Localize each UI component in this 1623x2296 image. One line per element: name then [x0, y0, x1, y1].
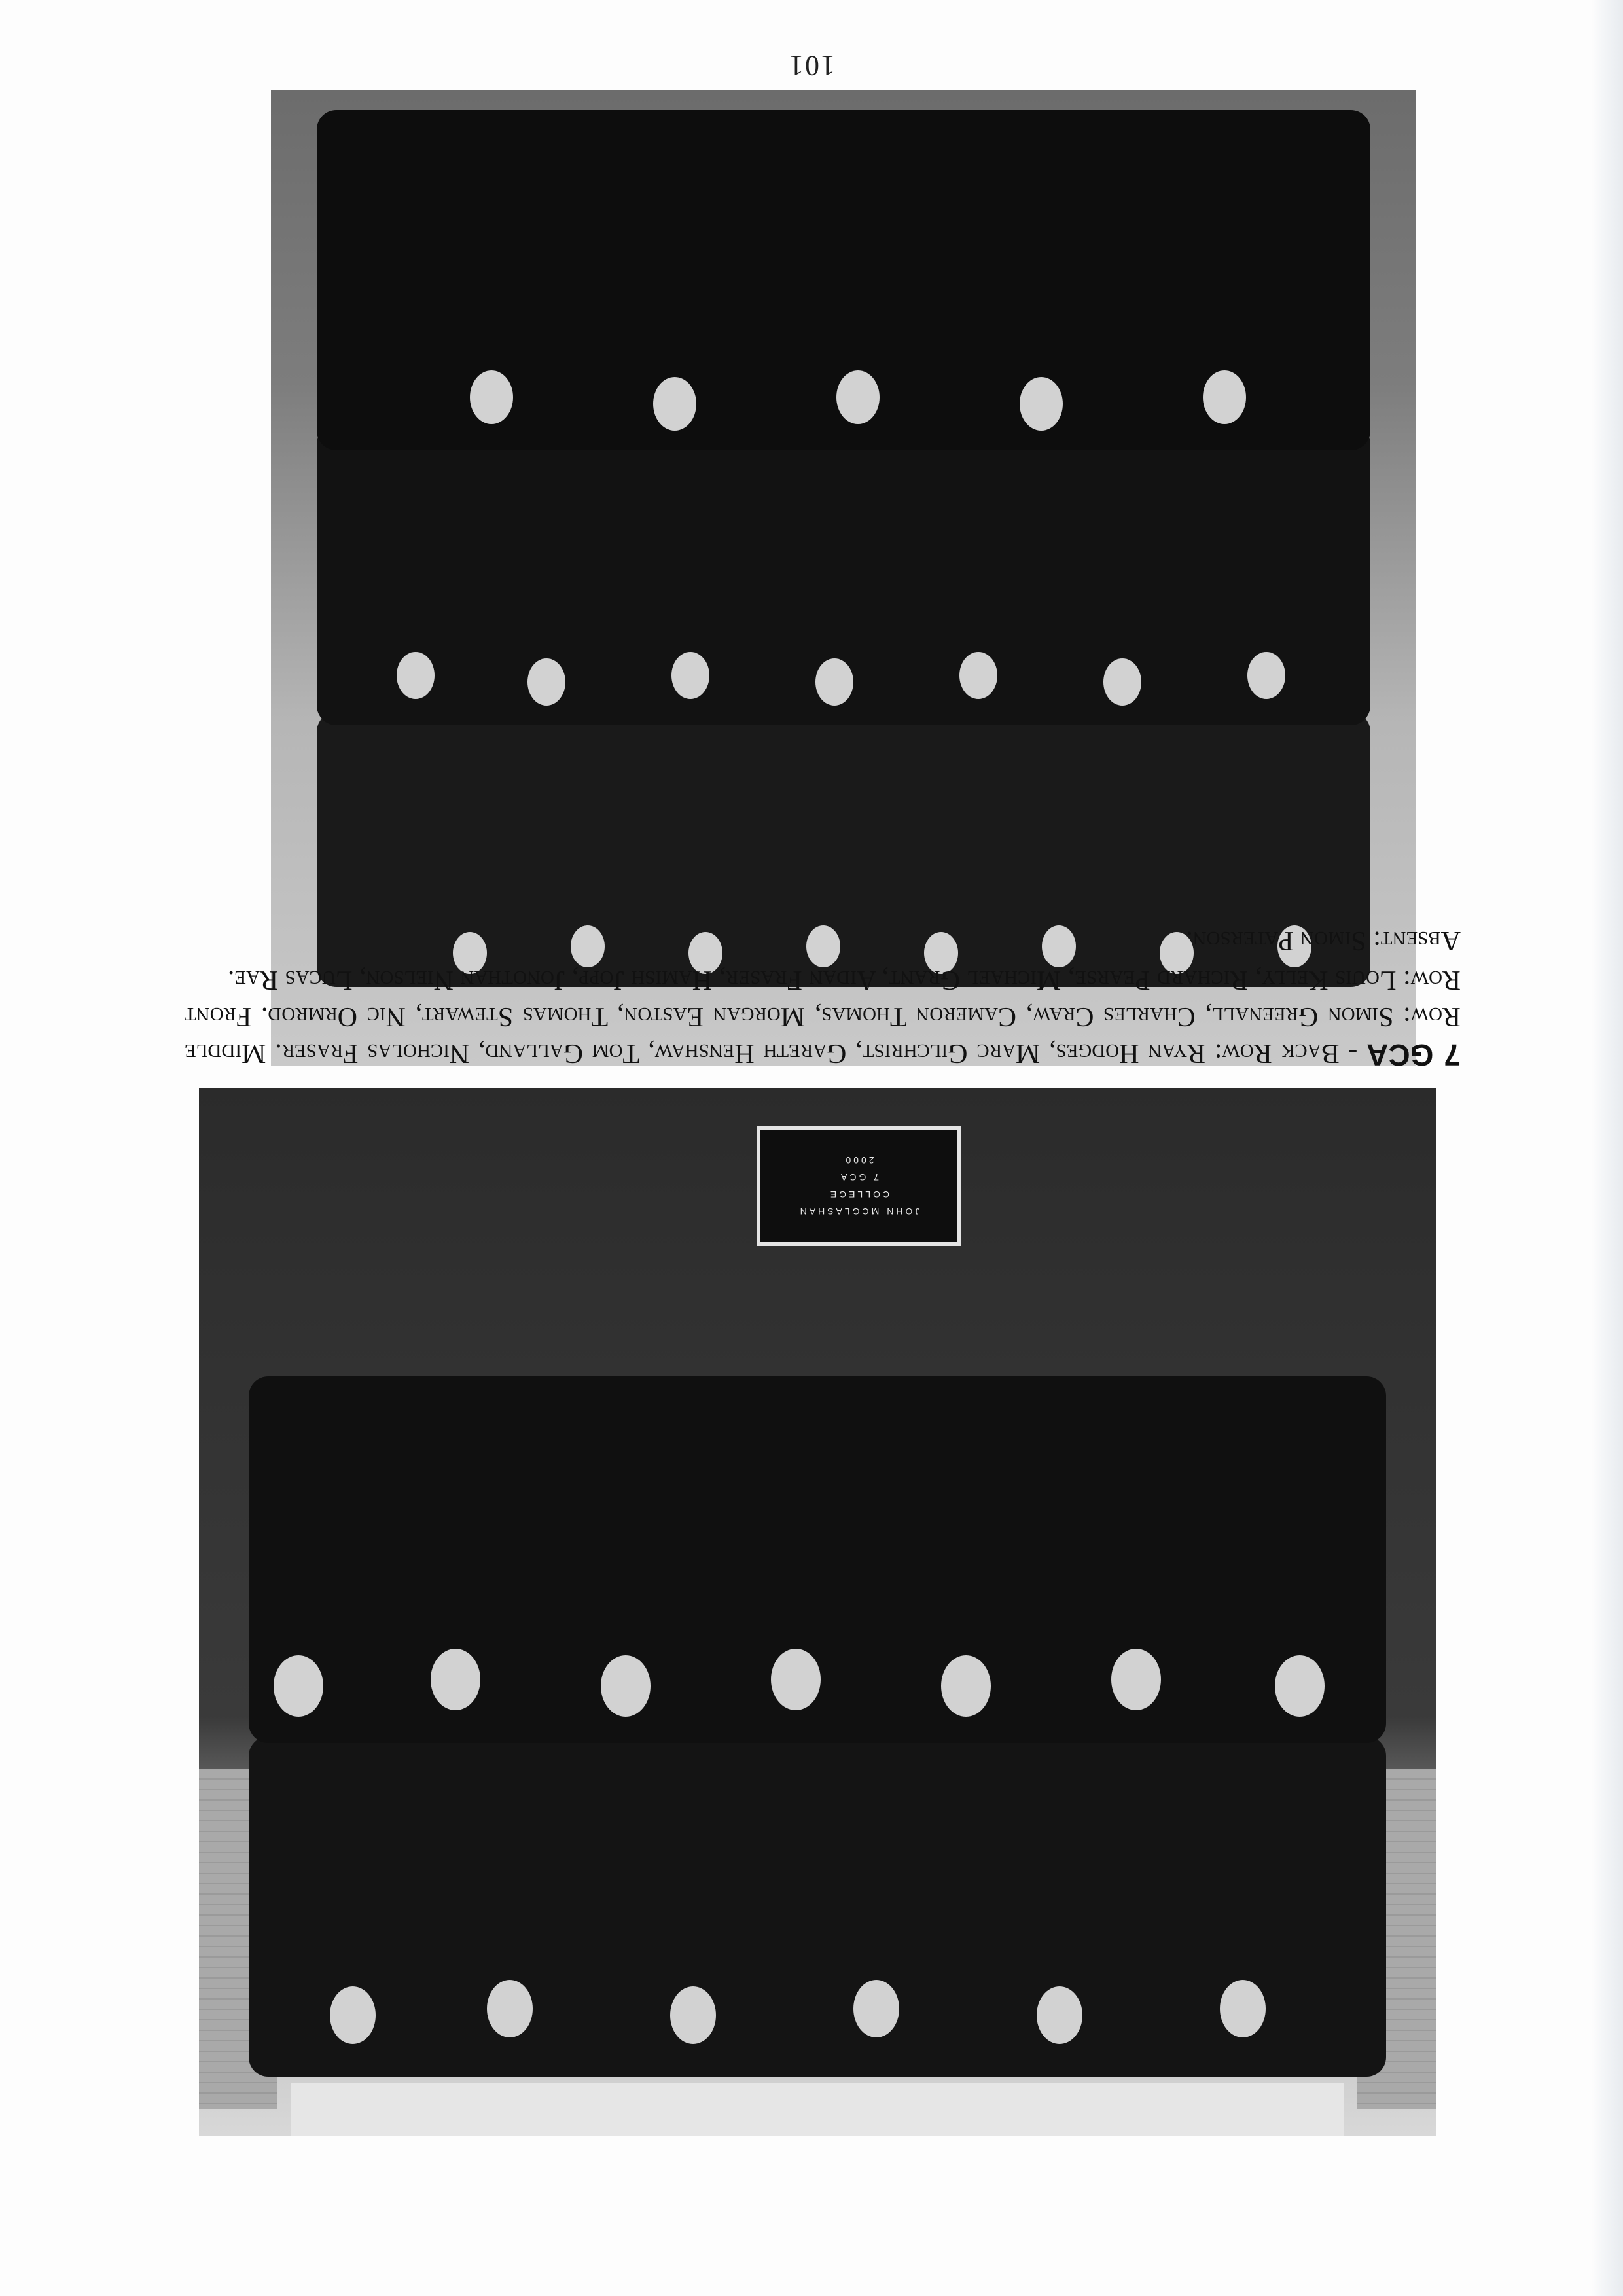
name-board-line: COLLEGE: [827, 1189, 890, 1200]
back-row-names: Ryan Hodges, Marc Gilchrist, Gareth Henshaw, Tom Galland, Nicholas Fraser.: [275, 1038, 1205, 1068]
front-row-names: Louis Kelly, Richard Pearse, Michael Grant, Aidan Fraser, Hamish Jopp, Jonothan Nielson, Lucas Rae.: [227, 965, 1397, 995]
class-name: 7 GCA: [1366, 1038, 1461, 1072]
absent-line: [185, 922, 1461, 959]
middle-row-names: Simon Greenall, Charles Craw, Cameron Thomas, Morgan Easton, Thomas Stewart, Nic Ormrod.: [260, 1001, 1394, 1031]
class-photo-outdoor: [271, 90, 1416, 1066]
photo-caption: [185, 922, 1461, 1073]
caption-rows: [185, 961, 1461, 1073]
back-row-label: Back Row:: [1214, 1038, 1340, 1068]
front-row-label: Front Row:: [184, 965, 1461, 1031]
scanner-shadow: [1592, 0, 1623, 2296]
absent-label: Absent:: [1373, 925, 1461, 956]
page-number: 101: [788, 50, 835, 82]
name-board-line: 7 GCA: [838, 1172, 880, 1183]
name-board: [757, 1126, 961, 1246]
back-row-group: [249, 1736, 1387, 2077]
caption-separator: -: [1339, 1038, 1367, 1068]
absent-names: Simon Paterson.: [1186, 925, 1366, 956]
name-board-line: JOHN MCGLASHAN: [797, 1206, 920, 1217]
name-board-line: 2000: [843, 1155, 874, 1166]
door-frame: [291, 2083, 1344, 2136]
class-photo-indoor: [199, 1088, 1436, 2136]
middle-row-label: Middle Row:: [185, 1001, 1461, 1068]
